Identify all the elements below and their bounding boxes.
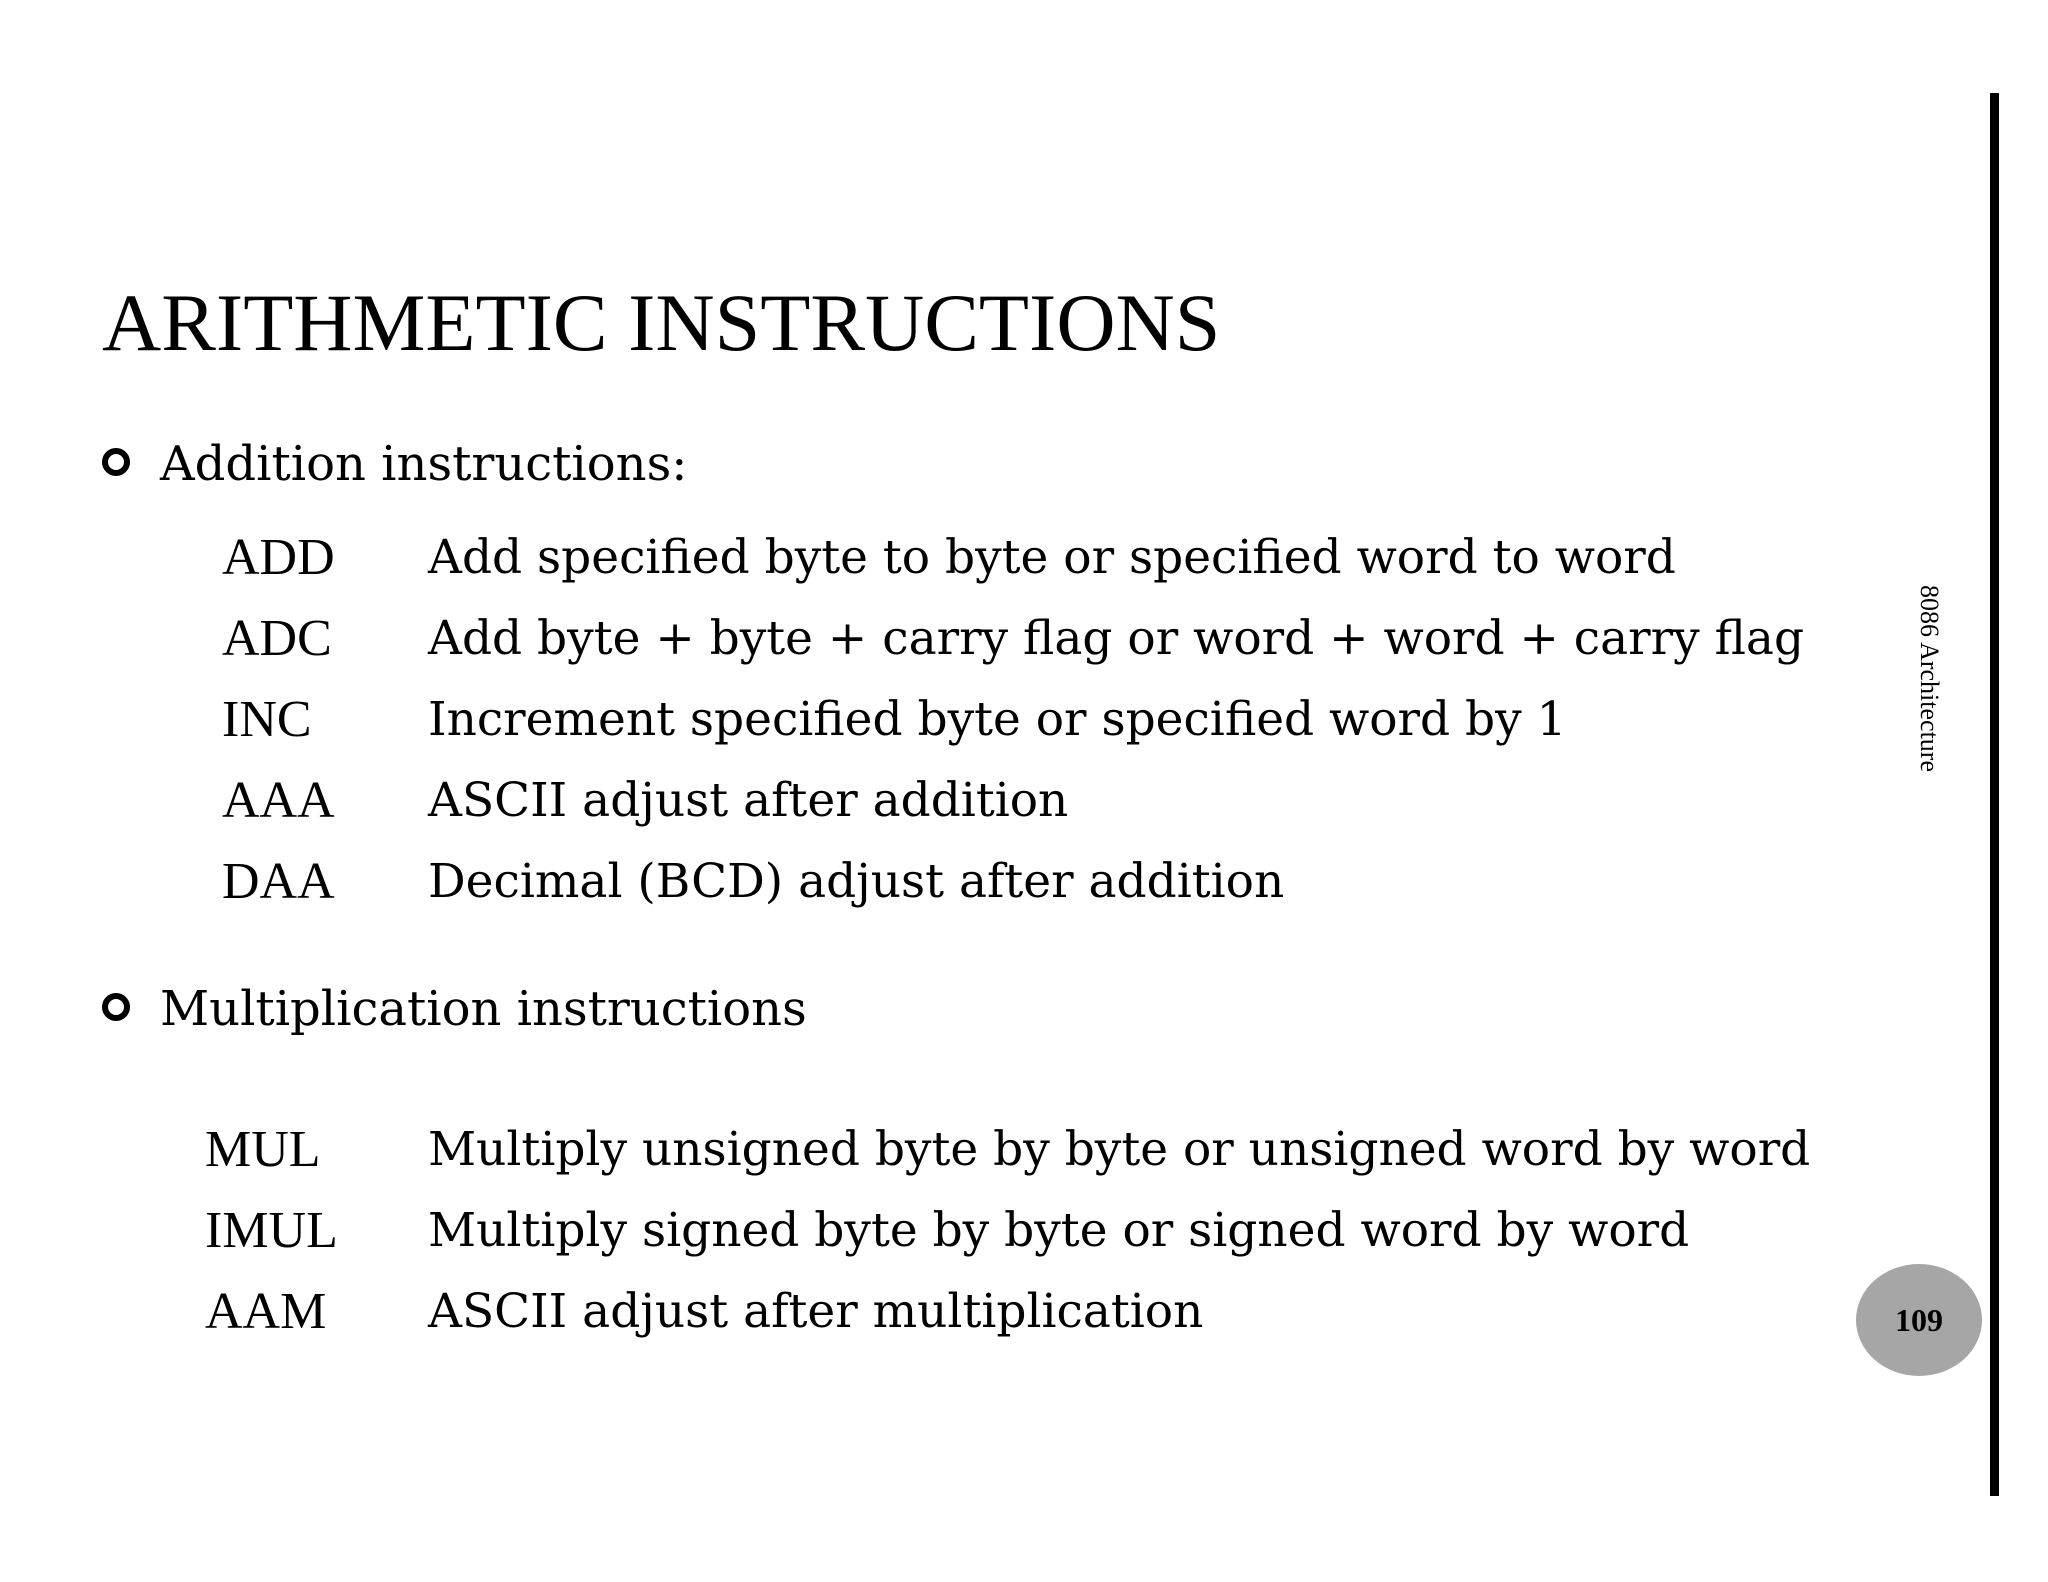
mnemonic: AAA	[222, 772, 335, 829]
slide-title: ARITHMETIC INSTRUCTIONS	[102, 277, 1221, 368]
instruction-description: Increment specified byte or specified word by 1	[428, 692, 1567, 747]
mnemonic: MUL	[205, 1121, 321, 1178]
bullet-circle-icon	[102, 448, 130, 476]
mnemonic: DAA	[222, 853, 335, 910]
instruction-description: ASCII adjust after addition	[428, 773, 1069, 828]
side-label: 8086 Architecture	[1915, 585, 1944, 772]
mnemonic: ADD	[222, 529, 335, 586]
instruction-description: Multiply unsigned byte by byte or unsigned word by word	[428, 1122, 1811, 1177]
bullet-circle-icon	[102, 993, 130, 1021]
addition-heading-label: Addition instructions:	[160, 436, 688, 492]
instruction-description: Multiply signed byte by byte or signed word by word	[428, 1203, 1690, 1258]
vertical-divider	[1990, 93, 1999, 1496]
mnemonic: IMUL	[205, 1202, 338, 1259]
instruction-description: ASCII adjust after multiplication	[428, 1284, 1204, 1339]
multiplication-heading-label: Multiplication instructions	[160, 981, 807, 1037]
addition-heading	[102, 436, 688, 492]
page-number-badge	[1856, 1264, 1982, 1376]
instruction-description: Add specified byte to byte or specified word to word	[428, 530, 1676, 585]
mnemonic: AAM	[205, 1283, 327, 1340]
mnemonic: ADC	[222, 610, 332, 667]
instruction-description: Add byte + byte + carry flag or word + word + carry flag	[428, 611, 1805, 666]
instruction-description: Decimal (BCD) adjust after addition	[428, 854, 1285, 909]
multiplication-heading	[102, 981, 807, 1037]
mnemonic: INC	[222, 691, 312, 748]
page-number: 109	[1895, 1301, 1943, 1338]
